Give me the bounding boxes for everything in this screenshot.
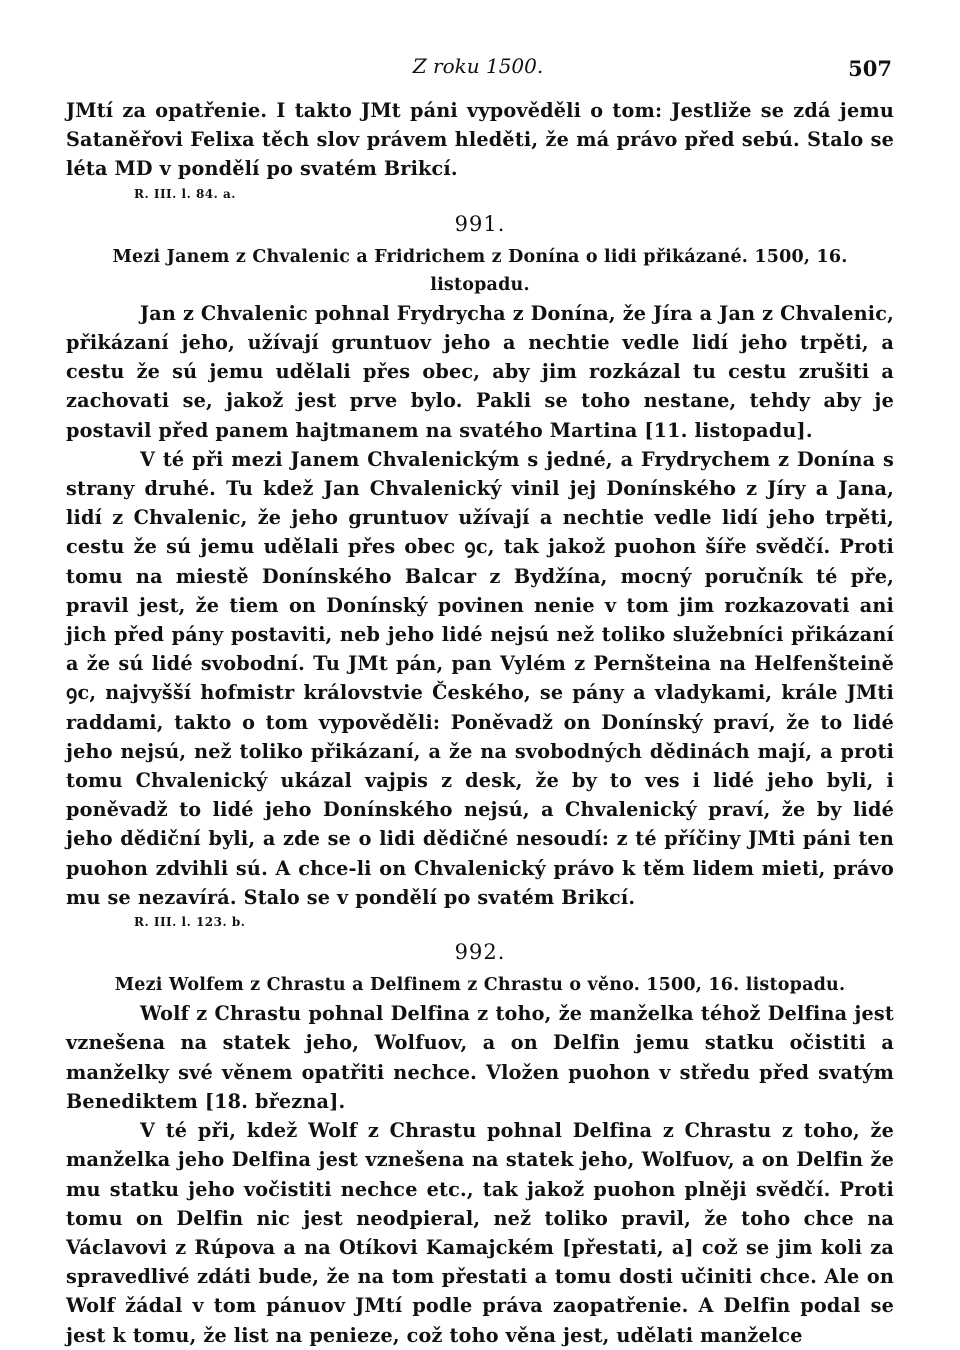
page-header — [60, 48, 896, 88]
page-content — [66, 96, 894, 1350]
paragraph: V té při mezi Janem Chvalenickým s jedné, a Frydrychem z Donína s strany druhé. Tu kdež Jan Chvalenický vinil jej Donínského z Jíry a Jana, lidí z Chvalenic, že jeho gruntuov užívají a nechtie vedle lidí jeho trpěti, cestu že sú jemu udělali přes obec ꝯc, tak jakož puohon šíře svědčí. Proti tomu na miestě Donínského Balcar z Bydžína, mocný poručník té pře, pravil jest, že tiem on Donínský povinen nenie v tom jim rozkazovati ani jich před pány postaviti, neb jeho lidé nejsú než toliko služebníci přikázaní a že sú lidé svobodní. Tu JMt pán, pan Vylém z Pernšteina na Helfenšteině ꝯc, najvyšší hofmistr královstvie Českého, se pány a vladykami, krále JMti raddami, takto o tom vypověděli: Poněvadž on Donínský praví, že to lidé jeho nejsú, než toliko přikázaní, a že na svobodných dědinách mají, a proti tomu Chvalenický ukázal vajpis z desk, že by to ves i lidé jeho byli, i poněvadž to lidé jeho Donínského nejsú, a Chvalenický praví, že by lidé jeho dědiční byli, a zde se o lidi dědičné nesoudí: z té příčiny JMti páni ten puohon zdvihli sú. A chce-li on Chvalenický právo k těm lidem mieti, právo mu se nezavírá. Stalo se v pondělí po svatém Brikcí. — [66, 447, 894, 909]
source-reference: R. III. l. 84. a. — [134, 186, 236, 201]
paragraph: Wolf z Chrastu pohnal Delfina z toho, že manželka téhož Delfina jest vznešena na statek jeho, Wolfuov, a on Delfin jemu statku očistiti a manželky své věnem opatřiti nechce. Vložen puohon v středu před svatým Benediktem [18. března]. — [66, 1002, 894, 1113]
paragraph: JMtí za opatřenie. I takto JMt páni vypověděli o tom: Jestliže se zdá jemu Sataněřovi Felixa těch slov právem hleděti, že má právo před sebú. Stalo se léta MD v pondělí po svatém Brikcí. — [66, 99, 894, 181]
source-reference: R. III. l. 123. b. — [134, 915, 246, 930]
page-number: 507 — [848, 56, 892, 81]
paragraph: Jan z Chvalenic pohnal Frydrycha z Donína, že Jíra a Jan z Chvalenic, přikázaní jeho, užívají gruntuov jeho a nechtie vedle lidí jeho trpěti, a cestu že sú jemu udělali přes obec, aby jim rozkázal tu cestu zrušiti a zachovati se, jakož jest prve bylo. Pakli se toho nestane, tehdy aby je postavil před panem hajtmanem na svatého Martina [11. listopadu]. — [66, 301, 894, 442]
entry-number: 991. — [454, 211, 506, 236]
entry-number: 992. — [454, 940, 506, 965]
entry-summary: Mezi Janem z Chvalenic a Fridrichem z Donína o lidi přikázané. 1500, 16. listopadu. — [112, 246, 848, 295]
paragraph: V té při, kdež Wolf z Chrastu pohnal Delfina z Chrastu z toho, že manželka jeho Delfina jest vznešena na statek jeho, Wolfuov, a on Delfin že mu statku jeho vočistiti nechce etc., tak jakož puohon plněji svědčí. Proti tomu on Delfin nic jest neodpieral, než toliko pravil, že toho chce na Václavovi z Rúpova a na Otíkovi Kamajckém [přestati, a] což se jim koli za spravedlivé zdáti bude, že na tom přestati a tomu dosti učiniti chce. Ale on Wolf žádal v tom pánuov JMtí podle práva zaopatřenie. A Delfin podal se jest k tomu, že list na penieze, což toho věna jest, udělati manželce — [66, 1119, 894, 1347]
entry-summary: Mezi Wolfem z Chrastu a Delfinem z Chrastu o věno. 1500, 16. listopadu. — [114, 975, 846, 996]
running-head: Z roku 1500. — [412, 54, 544, 78]
